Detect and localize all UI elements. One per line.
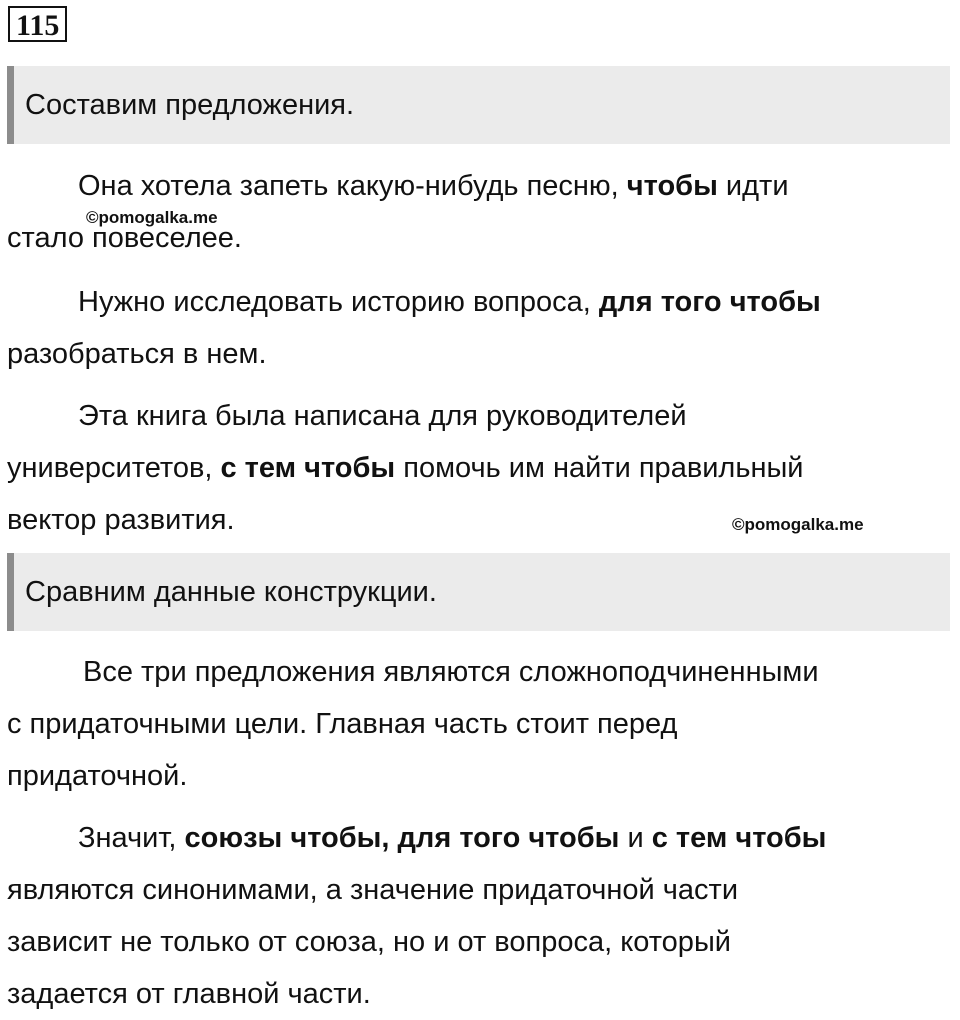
text-line: университетов, с тем чтобы помочь им найти правильный (7, 452, 804, 484)
text-line: зависит не только от союза, но и от вопроса, который (7, 926, 731, 958)
text-line: вектор развития. (7, 504, 235, 536)
text-line: задается от главной части. (7, 978, 371, 1010)
text-line: Нужно исследовать историю вопроса, для того чтобы (78, 286, 821, 318)
watermark: ©pomogalka.me (732, 515, 864, 534)
conjunction-highlight: с тем чтобы (220, 452, 396, 484)
conjunction-highlight: союзы чтобы, для того чтобы (184, 822, 620, 854)
text-line: придаточной. (7, 760, 188, 792)
text-line: Все три предложения являются сложноподчиненными (83, 656, 819, 688)
text-line: Значит, союзы чтобы, для того чтобы и с тем чтобы (78, 822, 827, 854)
conjunction-highlight: с тем чтобы (651, 822, 827, 854)
watermark: ©pomogalka.me (86, 208, 218, 227)
task-number: 115 (8, 6, 67, 42)
conjunction-highlight: для того чтобы (598, 286, 821, 318)
paragraph-conclusion-1 (7, 646, 952, 802)
text-line: разобраться в нем. (7, 338, 267, 370)
text-line: являются синонимами, а значение придаточной части (7, 874, 739, 906)
paragraph-conclusion-2 (7, 812, 952, 1020)
text-line: стало повеселее. (7, 222, 242, 254)
text-line: Она хотела запеть какую-нибудь песню, чтобы идти (78, 170, 789, 202)
paragraph-sentence-2 (7, 276, 952, 380)
section-header-compare: Сравним данные конструкции. (7, 553, 950, 631)
conjunction-highlight: чтобы (626, 170, 718, 202)
text-line: Эта книга была написана для руководителей (78, 400, 687, 432)
text-line: с придаточными цели. Главная часть стоит перед (7, 708, 678, 740)
section-header-compose: Составим предложения. (7, 66, 950, 144)
